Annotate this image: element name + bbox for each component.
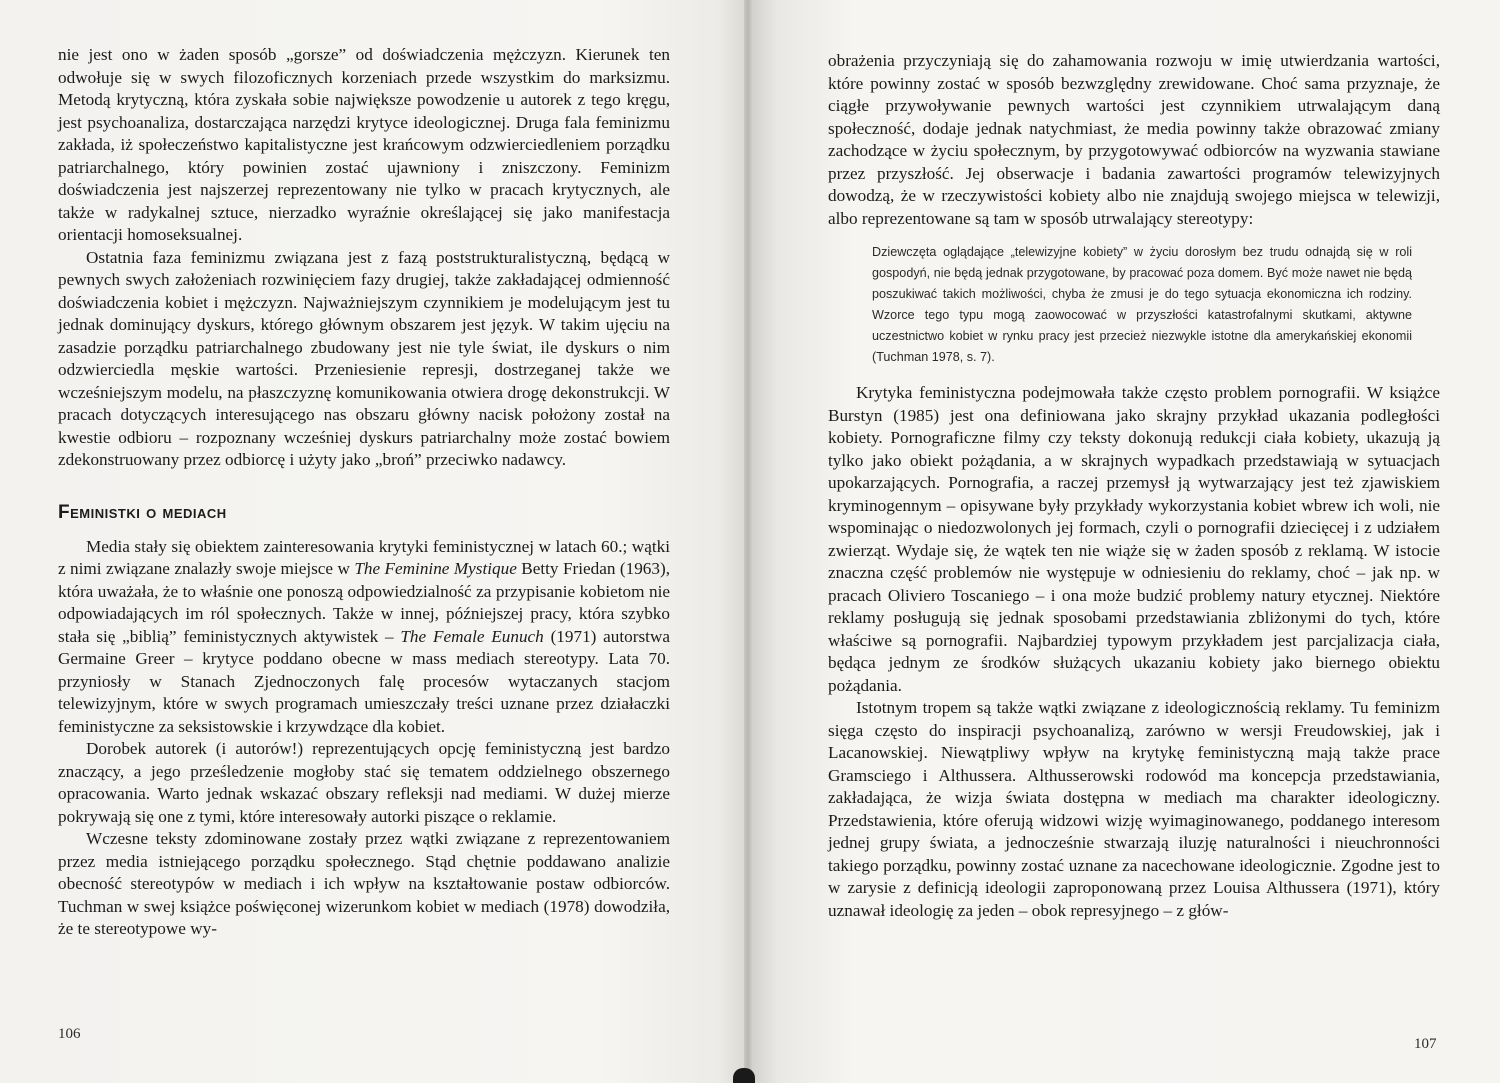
- book-title-feminine-mystique: The Feminine Mystique: [354, 559, 517, 578]
- left-paragraph-5: Wczesne teksty zdominowane zostały przez wątki związane z reprezentowaniem przez media istniejącego porządku społecznego. Stąd chętnie poddawano analizie obecność stereotypów w mediach i ich wpływ na kształtowanie postaw odbiorców. Tuchman w swej książce poświęconej wizerunkom kobiet w mediach (1978) dowodziła, że te stereotypowe wy-: [58, 829, 670, 938]
- page-number-left: 106: [58, 1026, 81, 1042]
- book-gutter: [744, 0, 752, 1083]
- left-text-column: [58, 44, 670, 941]
- p3-text-3: (1971) autorstwa Germaine Greer – krytyce poddano obecne w mass mediach stereotypy. Lata 70. przyniosły w Stanach Zjednoczonych falę procesów wytaczanych stacjom telewizyjnym, które w swych programach umieszczały treści uznane przez działaczki feministyczne za seksistowskie i krzywdzące dla kobiet.: [58, 626, 670, 736]
- right-text-column: [828, 50, 1440, 922]
- tuchman-quote: Dziewczęta oglądające „telewizyjne kobiety” w życiu dorosłym bez trudu odnajdą się w roli gospodyń, nie będą jednak przygotowane, by pracować poza domem. Być może nawet nie będą poszukiwać takich możliwości, chyba że zmusi je do tego sytuacja ekonomiczna ich rodziny. Wzorce tego typu mogą zaowocować w przyszłości katastrofalnymi skutkami, aktywne uczestnictwo kobiet w rynku pracy jest przecież niezwykle istotne dla amerykańskiej ekonomii (Tuchman 1978, s. 7).: [872, 245, 1412, 364]
- book-title-female-eunuch: The Female Eunuch: [400, 626, 544, 646]
- section-heading: Feministki o mediach: [58, 501, 227, 523]
- right-paragraph-2: Krytyka feministyczna podejmowała także często problem pornografii. W książce Burstyn (1985) jest ona definiowana jako skrajny przykład ukazania podległości kobiety. Pornograficzne filmy czy teksty dokonują redukcji ciała kobiety, ukazują ją tylko jako obiekt pożądania, a w skrajnych wypadkach przedstawiają w sytuacjach upokarzających. Pornografia, a raczej przemysł ją wytwarzający jest też zjawiskiem kryminogennym – opisywane były przykłady wykorzystania kobiet wbrew ich woli, nie wspominając o niedozwolonych jej formach, czyli o pornografii dziecięcej i z udziałem zwierząt. Wydaje się, że wątek ten nie wiąże się w żaden sposób z reklamą. W istocie znaczna część problemów nie występuje w odniesieniu do reklamy, choć – jak np. w pracach Oliviero Toscaniego – i ona może budzić problemy natury etycznej. Niektóre reklamy posługują się jednak sposobami przedstawiania zbliżonymi do tych, które właściwe są pornografii. Najbardziej typowym przykładem jest parcjalizacja ciała, będąca jednym ze środków służących ukazaniu kobiety jako biernego obiektu pożądania.: [828, 383, 1440, 695]
- p3-text-1: Media stały się obiektem zainteresowania krytyki feministycznej w latach 60.; wątki z nimi związane znalazły swoje miejsce w: [58, 536, 670, 578]
- left-paragraph-3: [58, 536, 670, 739]
- right-paragraph-3: Istotnym tropem są także wątki związane z ideologicznością reklamy. Tu feminizm sięga często do inspiracji psychoanalizą, zarówno w wersji Freudowskiej, jak i Lacanowskiej. Niewątpliwy wpływ na krytykę feministyczną mają także prace Gramsciego i Althussera. Althusserowski rodowód ma koncepcja przedstawiania, zakładająca, że wizja świata dostępna w mediach ma charakter ideologiczny. Przedstawienia, które oferują widzowi wizję wyimaginowanego, poddanego interesom jednej grupy świata, a jednocześnie stwarzają iluzję naturalności i nieuchronności takiego porządku, powinny zostać uznane za nacechowane ideologicznie. Zgodne jest to w zarysie z definicją ideologii zaproponowaną przez Louisa Althussera (1971), który uznawał ideologię za jeden – obok represyjnego – z głów-: [828, 698, 1440, 920]
- right-page: [748, 0, 1500, 1083]
- page-number-right: 107: [1414, 1036, 1437, 1052]
- right-paragraph-1: obrażenia przyczyniają się do zahamowania rozwoju w imię utwierdzania wartości, które powinny zostać w sposób bezwzględny zrewidowane. Choć sama przyznaje, że ciągłe przywoływanie pewnych wartości jest czynnikiem utrwalającym daną społeczność, dodaje jednak natychmiast, że media powinny także obrazować zmiany zachodzące w życiu społecznym, by przygotowywać odbiorców na wyzwania stawiane przez przyszłość. Jej obserwacje i badania zawartości programów telewizyjnych dowodzą, że w rzeczywistości kobiety albo nie znajdują swojego miejsca w telewizji, albo reprezentowane są tam w sposób utrwalający stereotypy:: [828, 51, 1440, 228]
- book-spine-edge: [733, 1068, 755, 1083]
- left-paragraph-2: Ostatnia faza feminizmu związana jest z fazą poststrukturalistyczną, będącą w pewnych swych założeniach rozwinięciem fazy drugiej, także zakładającej odmienność doświadczenia kobiet i mężczyzn. Najważniejszym czynnikiem je modelującym jest tu jednak dominujący dyskurs, którego głównym obszarem jest język. W takim ujęciu na zasadzie porządku patriarchalnego zbudowany jest nie tyle świat, ile dyskurs o nim odzwierciedla męskie wartości. Przeniesienie represji, dostrzeganej także we wcześniejszym modelu, na płaszczyznę komunikowania otwiera drogę dekonstrukcji. W pracach dotyczących interesującego nas obszaru główny nacisk położony został na kwestie odbioru – rozpoznany wcześniej dyskurs patriarchalny może zostać bowiem zdekonstruowany przez odbiorcę i użyty jako „broń” przeciwko nadawcy.: [58, 247, 670, 469]
- p3-text-2: Betty Friedan (1963), która uważała, że to właśnie one ponoszą odpowiedzialność za przypisanie kobietom nie odpowiadających im ról społecznych. Także w innej, późniejszej pracy, która szybko stała się „biblią” feministycznych aktywistek –: [58, 559, 670, 646]
- left-paragraph-1: nie jest ono w żaden sposób „gorsze” od doświadczenia mężczyzn. Kierunek ten odwołuje się w swych filozoficznych korzeniach przede wszystkim do marksizmu. Metodą krytyczną, która zyskała sobie największe powodzenie u autorek z tego kręgu, jest psychoanaliza, dostarczająca narzędzi krytyce ideologicznej. Druga fala feminizmu zakłada, iż społeczeństwo kapitalistyczne jest krańcowym odzwierciedleniem porządku patriarchalnego, który powinien zostać ujawniony i zniszczony. Feminizm doświadczenia jest najszerzej reprezentowany nie tylko w pracach krytycznych, ale także w radykalnej sztuce, nierzadko wyraźnie określającej się jako manifestacja orientacji homoseksualnej.: [58, 45, 670, 244]
- left-paragraph-4: Dorobek autorek (i autorów!) reprezentujących opcję feministyczną jest bardzo znaczący, a jego prześledzenie mogłoby stać się tematem oddzielnego obszernego opracowania. Warto jednak wskazać obszary refleksji nad mediami. W dużej mierze pokrywają się one z tymi, które interesowały autorki piszące o reklamie.: [58, 739, 670, 826]
- left-page: [0, 0, 748, 1083]
